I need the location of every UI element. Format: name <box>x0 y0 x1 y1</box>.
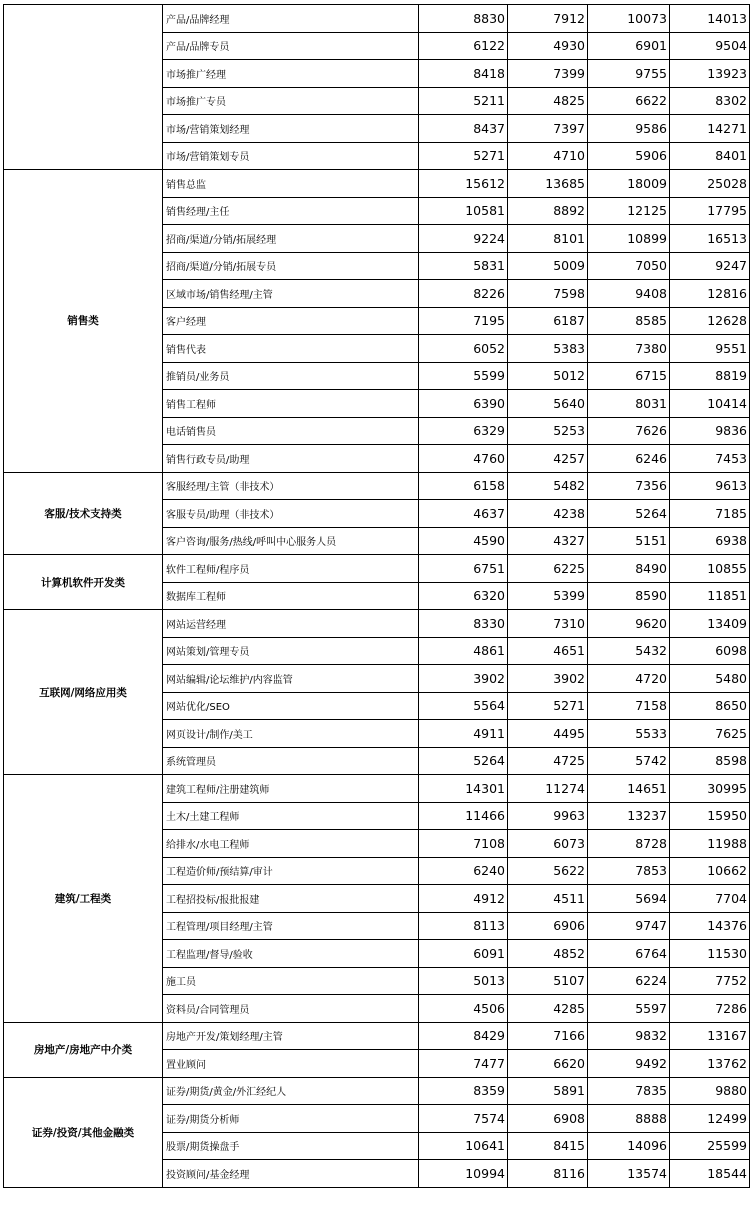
salary-value-cell: 11851 <box>670 582 750 610</box>
salary-value-cell: 18009 <box>588 170 670 198</box>
category-cell <box>4 5 163 170</box>
position-cell: 网站运营经理 <box>163 610 419 638</box>
salary-value-cell: 5640 <box>508 390 588 418</box>
position-cell: 施工员 <box>163 967 419 995</box>
salary-value-cell: 12125 <box>588 197 670 225</box>
salary-value-cell: 9408 <box>588 280 670 308</box>
salary-value-cell: 9963 <box>508 802 588 830</box>
salary-value-cell: 5271 <box>508 692 588 720</box>
position-cell: 软件工程师/程序员 <box>163 555 419 583</box>
salary-value-cell: 10641 <box>419 1132 508 1160</box>
salary-value-cell: 4637 <box>419 500 508 528</box>
salary-value-cell: 5622 <box>508 857 588 885</box>
position-cell: 网站编辑/论坛维护/内容监管 <box>163 665 419 693</box>
salary-value-cell: 6622 <box>588 87 670 115</box>
salary-value-cell: 9747 <box>588 912 670 940</box>
salary-value-cell: 9620 <box>588 610 670 638</box>
category-cell: 销售类 <box>4 170 163 473</box>
salary-value-cell: 13237 <box>588 802 670 830</box>
salary-value-cell: 4710 <box>508 142 588 170</box>
salary-value-cell: 4825 <box>508 87 588 115</box>
salary-value-cell: 10855 <box>670 555 750 583</box>
salary-value-cell: 4238 <box>508 500 588 528</box>
salary-value-cell: 8598 <box>670 747 750 775</box>
salary-value-cell: 5271 <box>419 142 508 170</box>
salary-value-cell: 11530 <box>670 940 750 968</box>
salary-table-body <box>4 5 750 1188</box>
salary-value-cell: 7626 <box>588 417 670 445</box>
table-row <box>4 555 750 583</box>
salary-value-cell: 5013 <box>419 967 508 995</box>
salary-value-cell: 9504 <box>670 32 750 60</box>
salary-value-cell: 5432 <box>588 637 670 665</box>
salary-value-cell: 13923 <box>670 60 750 88</box>
position-cell: 网页设计/制作/美工 <box>163 720 419 748</box>
salary-value-cell: 7835 <box>588 1077 670 1105</box>
salary-value-cell: 11466 <box>419 802 508 830</box>
salary-value-cell: 6246 <box>588 445 670 473</box>
salary-value-cell: 4930 <box>508 32 588 60</box>
salary-value-cell: 7166 <box>508 1022 588 1050</box>
salary-value-cell: 13762 <box>670 1050 750 1078</box>
salary-value-cell: 15950 <box>670 802 750 830</box>
position-cell: 销售行政专员/助理 <box>163 445 419 473</box>
position-cell: 产品/品牌经理 <box>163 5 419 33</box>
position-cell: 网站策划/管理专员 <box>163 637 419 665</box>
salary-value-cell: 14376 <box>670 912 750 940</box>
category-cell: 计算机软件开发类 <box>4 555 163 610</box>
salary-value-cell: 5264 <box>588 500 670 528</box>
salary-value-cell: 14013 <box>670 5 750 33</box>
salary-value-cell: 13409 <box>670 610 750 638</box>
salary-value-cell: 4911 <box>419 720 508 748</box>
salary-value-cell: 6620 <box>508 1050 588 1078</box>
salary-value-cell: 10662 <box>670 857 750 885</box>
salary-value-cell: 7912 <box>508 5 588 33</box>
salary-value-cell: 6224 <box>588 967 670 995</box>
salary-value-cell: 5891 <box>508 1077 588 1105</box>
salary-value-cell: 5597 <box>588 995 670 1023</box>
position-cell: 工程造价师/预结算/审计 <box>163 857 419 885</box>
salary-value-cell: 7050 <box>588 252 670 280</box>
salary-value-cell: 8401 <box>670 142 750 170</box>
salary-value-cell: 4861 <box>419 637 508 665</box>
salary-value-cell: 8116 <box>508 1160 588 1188</box>
salary-value-cell: 7356 <box>588 472 670 500</box>
salary-value-cell: 8359 <box>419 1077 508 1105</box>
salary-value-cell: 5742 <box>588 747 670 775</box>
salary-value-cell: 8418 <box>419 60 508 88</box>
salary-value-cell: 4327 <box>508 527 588 555</box>
salary-value-cell: 9880 <box>670 1077 750 1105</box>
position-cell: 销售经理/主任 <box>163 197 419 225</box>
salary-value-cell: 6764 <box>588 940 670 968</box>
salary-value-cell: 8302 <box>670 87 750 115</box>
table-row <box>4 1077 750 1105</box>
salary-value-cell: 14301 <box>419 775 508 803</box>
salary-value-cell: 5906 <box>588 142 670 170</box>
salary-value-cell: 8585 <box>588 307 670 335</box>
salary-value-cell: 6715 <box>588 362 670 390</box>
salary-value-cell: 8590 <box>588 582 670 610</box>
salary-value-cell: 8101 <box>508 225 588 253</box>
position-cell: 客服专员/助理（非技术） <box>163 500 419 528</box>
salary-value-cell: 5012 <box>508 362 588 390</box>
salary-value-cell: 4912 <box>419 885 508 913</box>
salary-value-cell: 5694 <box>588 885 670 913</box>
position-cell: 置业顾问 <box>163 1050 419 1078</box>
salary-value-cell: 7453 <box>670 445 750 473</box>
salary-value-cell: 8819 <box>670 362 750 390</box>
salary-value-cell: 5264 <box>419 747 508 775</box>
salary-value-cell: 7185 <box>670 500 750 528</box>
salary-value-cell: 8031 <box>588 390 670 418</box>
salary-value-cell: 6091 <box>419 940 508 968</box>
position-cell: 数据库工程师 <box>163 582 419 610</box>
category-cell: 客服/技术支持类 <box>4 472 163 555</box>
position-cell: 建筑工程师/注册建筑师 <box>163 775 419 803</box>
salary-value-cell: 7380 <box>588 335 670 363</box>
salary-value-cell: 6187 <box>508 307 588 335</box>
salary-value-cell: 8113 <box>419 912 508 940</box>
salary-value-cell: 8415 <box>508 1132 588 1160</box>
salary-value-cell: 9492 <box>588 1050 670 1078</box>
salary-value-cell: 3902 <box>508 665 588 693</box>
salary-value-cell: 5564 <box>419 692 508 720</box>
salary-value-cell: 4852 <box>508 940 588 968</box>
salary-value-cell: 4651 <box>508 637 588 665</box>
salary-value-cell: 3902 <box>419 665 508 693</box>
salary-value-cell: 10073 <box>588 5 670 33</box>
position-cell: 区域市场/销售经理/主管 <box>163 280 419 308</box>
salary-value-cell: 7704 <box>670 885 750 913</box>
salary-value-cell: 6751 <box>419 555 508 583</box>
position-cell: 房地产开发/策划经理/主管 <box>163 1022 419 1050</box>
salary-value-cell: 8892 <box>508 197 588 225</box>
position-cell: 股票/期货操盘手 <box>163 1132 419 1160</box>
position-cell: 工程管理/项目经理/主管 <box>163 912 419 940</box>
salary-value-cell: 6073 <box>508 830 588 858</box>
position-cell: 产品/品牌专员 <box>163 32 419 60</box>
salary-value-cell: 7853 <box>588 857 670 885</box>
salary-value-cell: 9832 <box>588 1022 670 1050</box>
position-cell: 销售工程师 <box>163 390 419 418</box>
salary-value-cell: 7477 <box>419 1050 508 1078</box>
salary-value-cell: 12816 <box>670 280 750 308</box>
salary-value-cell: 4511 <box>508 885 588 913</box>
salary-value-cell: 4285 <box>508 995 588 1023</box>
category-cell: 互联网/网络应用类 <box>4 610 163 775</box>
salary-value-cell: 13574 <box>588 1160 670 1188</box>
salary-value-cell: 10581 <box>419 197 508 225</box>
position-cell: 市场推广经理 <box>163 60 419 88</box>
position-cell: 投资顾问/基金经理 <box>163 1160 419 1188</box>
salary-value-cell: 7397 <box>508 115 588 143</box>
table-row <box>4 170 750 198</box>
salary-value-cell: 8888 <box>588 1105 670 1133</box>
salary-value-cell: 9755 <box>588 60 670 88</box>
salary-value-cell: 6098 <box>670 637 750 665</box>
salary-value-cell: 8330 <box>419 610 508 638</box>
salary-value-cell: 7310 <box>508 610 588 638</box>
salary-value-cell: 18544 <box>670 1160 750 1188</box>
salary-value-cell: 12499 <box>670 1105 750 1133</box>
salary-value-cell: 7286 <box>670 995 750 1023</box>
salary-value-cell: 12628 <box>670 307 750 335</box>
table-row <box>4 1022 750 1050</box>
salary-value-cell: 7108 <box>419 830 508 858</box>
salary-value-cell: 9586 <box>588 115 670 143</box>
position-cell: 招商/渠道/分销/拓展专员 <box>163 252 419 280</box>
position-cell: 客服经理/主管（非技术） <box>163 472 419 500</box>
salary-value-cell: 9836 <box>670 417 750 445</box>
salary-value-cell: 5599 <box>419 362 508 390</box>
salary-value-cell: 8226 <box>419 280 508 308</box>
salary-value-cell: 4506 <box>419 995 508 1023</box>
salary-value-cell: 6320 <box>419 582 508 610</box>
salary-value-cell: 5009 <box>508 252 588 280</box>
category-cell: 证券/投资/其他金融类 <box>4 1077 163 1187</box>
salary-value-cell: 4257 <box>508 445 588 473</box>
position-cell: 市场/营销策划专员 <box>163 142 419 170</box>
salary-value-cell: 6158 <box>419 472 508 500</box>
position-cell: 工程招投标/报批报建 <box>163 885 419 913</box>
position-cell: 市场推广专员 <box>163 87 419 115</box>
salary-value-cell: 14271 <box>670 115 750 143</box>
salary-value-cell: 13167 <box>670 1022 750 1050</box>
salary-value-cell: 10899 <box>588 225 670 253</box>
salary-value-cell: 6908 <box>508 1105 588 1133</box>
salary-value-cell: 5107 <box>508 967 588 995</box>
salary-value-cell: 4495 <box>508 720 588 748</box>
salary-value-cell: 7625 <box>670 720 750 748</box>
table-row <box>4 5 750 33</box>
salary-value-cell: 16513 <box>670 225 750 253</box>
salary-value-cell: 6240 <box>419 857 508 885</box>
salary-value-cell: 5383 <box>508 335 588 363</box>
salary-value-cell: 5482 <box>508 472 588 500</box>
position-cell: 土木/土建工程师 <box>163 802 419 830</box>
salary-value-cell: 7399 <box>508 60 588 88</box>
salary-value-cell: 25028 <box>670 170 750 198</box>
salary-value-cell: 8650 <box>670 692 750 720</box>
salary-value-cell: 4760 <box>419 445 508 473</box>
salary-value-cell: 7598 <box>508 280 588 308</box>
salary-value-cell: 6122 <box>419 32 508 60</box>
salary-value-cell: 11274 <box>508 775 588 803</box>
salary-value-cell: 10994 <box>419 1160 508 1188</box>
position-cell: 推销员/业务员 <box>163 362 419 390</box>
salary-value-cell: 8429 <box>419 1022 508 1050</box>
salary-value-cell: 6906 <box>508 912 588 940</box>
position-cell: 客户咨询/服务/热线/呼叫中心服务人员 <box>163 527 419 555</box>
position-cell: 网站优化/SEO <box>163 692 419 720</box>
salary-value-cell: 7195 <box>419 307 508 335</box>
salary-value-cell: 4590 <box>419 527 508 555</box>
category-cell: 建筑/工程类 <box>4 775 163 1023</box>
salary-value-cell: 6329 <box>419 417 508 445</box>
salary-value-cell: 9551 <box>670 335 750 363</box>
salary-table <box>3 4 750 1188</box>
position-cell: 资料员/合同管理员 <box>163 995 419 1023</box>
salary-value-cell: 7574 <box>419 1105 508 1133</box>
salary-value-cell: 6225 <box>508 555 588 583</box>
position-cell: 系统管理员 <box>163 747 419 775</box>
salary-value-cell: 6938 <box>670 527 750 555</box>
table-row <box>4 775 750 803</box>
salary-value-cell: 14651 <box>588 775 670 803</box>
position-cell: 证券/期货/黄金/外汇经纪人 <box>163 1077 419 1105</box>
salary-value-cell: 8728 <box>588 830 670 858</box>
salary-value-cell: 4720 <box>588 665 670 693</box>
position-cell: 电话销售员 <box>163 417 419 445</box>
salary-value-cell: 9613 <box>670 472 750 500</box>
salary-value-cell: 5151 <box>588 527 670 555</box>
salary-value-cell: 7158 <box>588 692 670 720</box>
salary-value-cell: 5399 <box>508 582 588 610</box>
salary-value-cell: 5533 <box>588 720 670 748</box>
salary-value-cell: 10414 <box>670 390 750 418</box>
salary-value-cell: 13685 <box>508 170 588 198</box>
position-cell: 给排水/水电工程师 <box>163 830 419 858</box>
salary-value-cell: 30995 <box>670 775 750 803</box>
salary-value-cell: 15612 <box>419 170 508 198</box>
salary-value-cell: 9224 <box>419 225 508 253</box>
position-cell: 工程监理/督导/验收 <box>163 940 419 968</box>
salary-value-cell: 5480 <box>670 665 750 693</box>
salary-value-cell: 14096 <box>588 1132 670 1160</box>
salary-value-cell: 5831 <box>419 252 508 280</box>
position-cell: 证券/期货分析师 <box>163 1105 419 1133</box>
position-cell: 市场/营销策划经理 <box>163 115 419 143</box>
salary-value-cell: 5253 <box>508 417 588 445</box>
position-cell: 销售总监 <box>163 170 419 198</box>
table-row <box>4 472 750 500</box>
salary-value-cell: 5211 <box>419 87 508 115</box>
salary-value-cell: 11988 <box>670 830 750 858</box>
salary-value-cell: 6052 <box>419 335 508 363</box>
position-cell: 客户经理 <box>163 307 419 335</box>
salary-value-cell: 6390 <box>419 390 508 418</box>
position-cell: 招商/渠道/分销/拓展经理 <box>163 225 419 253</box>
position-cell: 销售代表 <box>163 335 419 363</box>
salary-value-cell: 25599 <box>670 1132 750 1160</box>
category-cell: 房地产/房地产中介类 <box>4 1022 163 1077</box>
salary-value-cell: 17795 <box>670 197 750 225</box>
salary-value-cell: 6901 <box>588 32 670 60</box>
salary-value-cell: 8830 <box>419 5 508 33</box>
salary-value-cell: 9247 <box>670 252 750 280</box>
salary-value-cell: 7752 <box>670 967 750 995</box>
salary-value-cell: 8437 <box>419 115 508 143</box>
salary-value-cell: 4725 <box>508 747 588 775</box>
salary-value-cell: 8490 <box>588 555 670 583</box>
table-row <box>4 610 750 638</box>
